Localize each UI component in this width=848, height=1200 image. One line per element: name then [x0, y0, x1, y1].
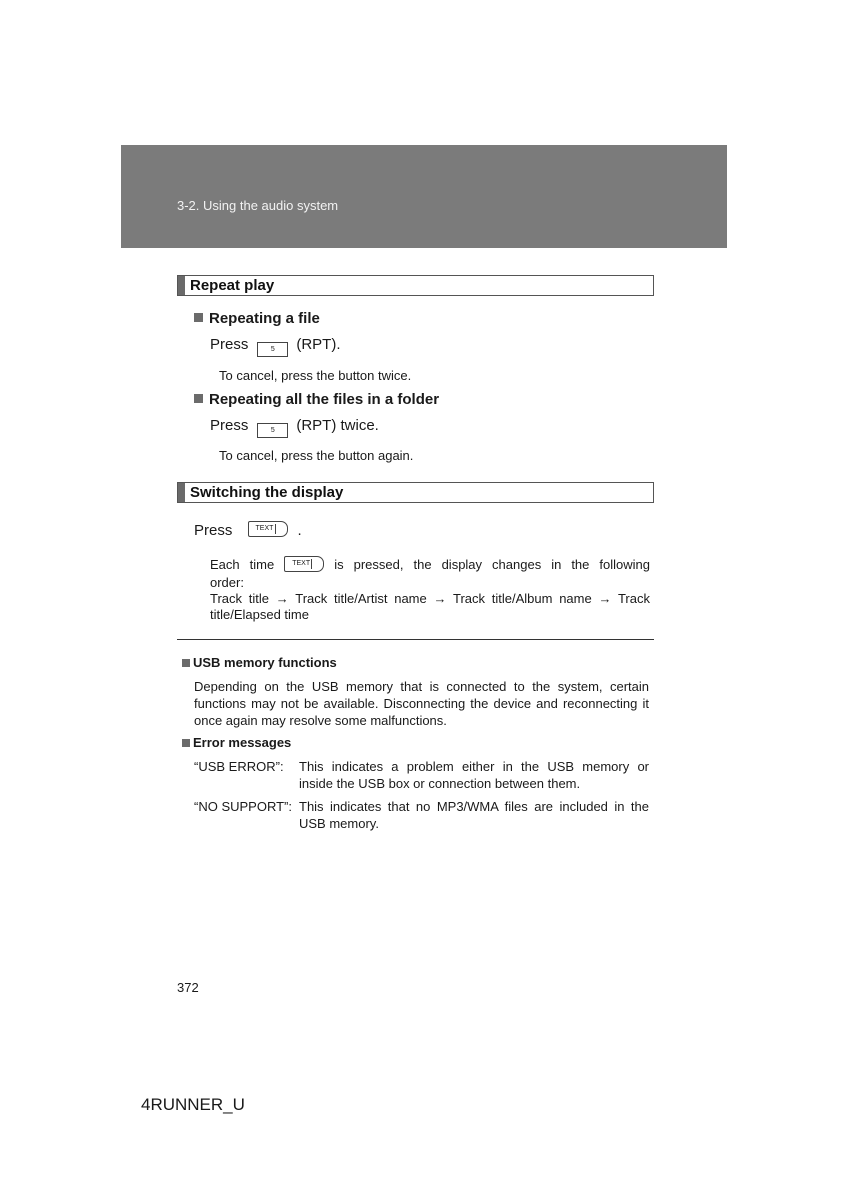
text-button-icon: TEXT	[248, 521, 288, 537]
section-heading-repeat-play	[177, 275, 654, 296]
note-cancel-again: To cancel, press the button again.	[219, 448, 414, 463]
section-title: Repeat play	[190, 277, 275, 294]
display-change-description: Each time TEXT is pressed, the display changes in the following order: Track title → Track title/Artist name → Track title/Album name → Track title/Elapsed time	[210, 557, 650, 622]
text-button-icon: TEXT	[284, 556, 324, 572]
subheading-repeating-folder: Repeating all the files in a folder	[194, 391, 439, 408]
heading-bar	[178, 483, 185, 502]
square-bullet-icon	[194, 394, 203, 403]
instruction-press-text: Press TEXT .	[194, 522, 302, 539]
square-bullet-icon	[182, 739, 190, 747]
square-bullet-icon	[182, 659, 190, 667]
instruction-repeat-folder: Press 5 (RPT) twice.	[210, 417, 379, 438]
square-bullet-icon	[194, 313, 203, 322]
chapter-header-band	[121, 145, 727, 248]
button-5-icon: 5	[257, 423, 288, 438]
heading-usb-memory-functions: USB memory functions	[182, 655, 337, 670]
usb-functions-paragraph: Depending on the USB memory that is connected to the system, certain functions may not be available. Disconnecting the device and reconnecting it once again may resolve some malfunctions.	[194, 679, 649, 728]
instruction-repeat-file: Press 5 (RPT).	[210, 336, 341, 357]
section-title: Switching the display	[190, 484, 344, 501]
display-sequence: Track title → Track title/Artist name → Track title/Album name → Track	[210, 591, 650, 606]
note-cancel-twice: To cancel, press the button twice.	[219, 368, 412, 383]
error-item-usb-error: “USB ERROR”: This indicates a problem either in the USB memory or inside the USB box or connection between them.	[194, 759, 649, 791]
heading-bar	[178, 276, 185, 295]
button-5-icon: 5	[257, 342, 288, 357]
error-item-no-support: “NO SUPPORT”: This indicates that no MP3/WMA files are included in the USB memory.	[194, 799, 649, 831]
subheading-repeating-file: Repeating a file	[194, 310, 320, 327]
section-label: 3-2. Using the audio system	[177, 198, 339, 213]
page-number: 372	[177, 980, 199, 995]
model-code: 4RUNNER_U	[141, 1095, 245, 1114]
heading-error-messages: Error messages	[182, 735, 291, 750]
section-heading-switching-display	[177, 482, 654, 503]
divider-rule	[177, 639, 654, 640]
